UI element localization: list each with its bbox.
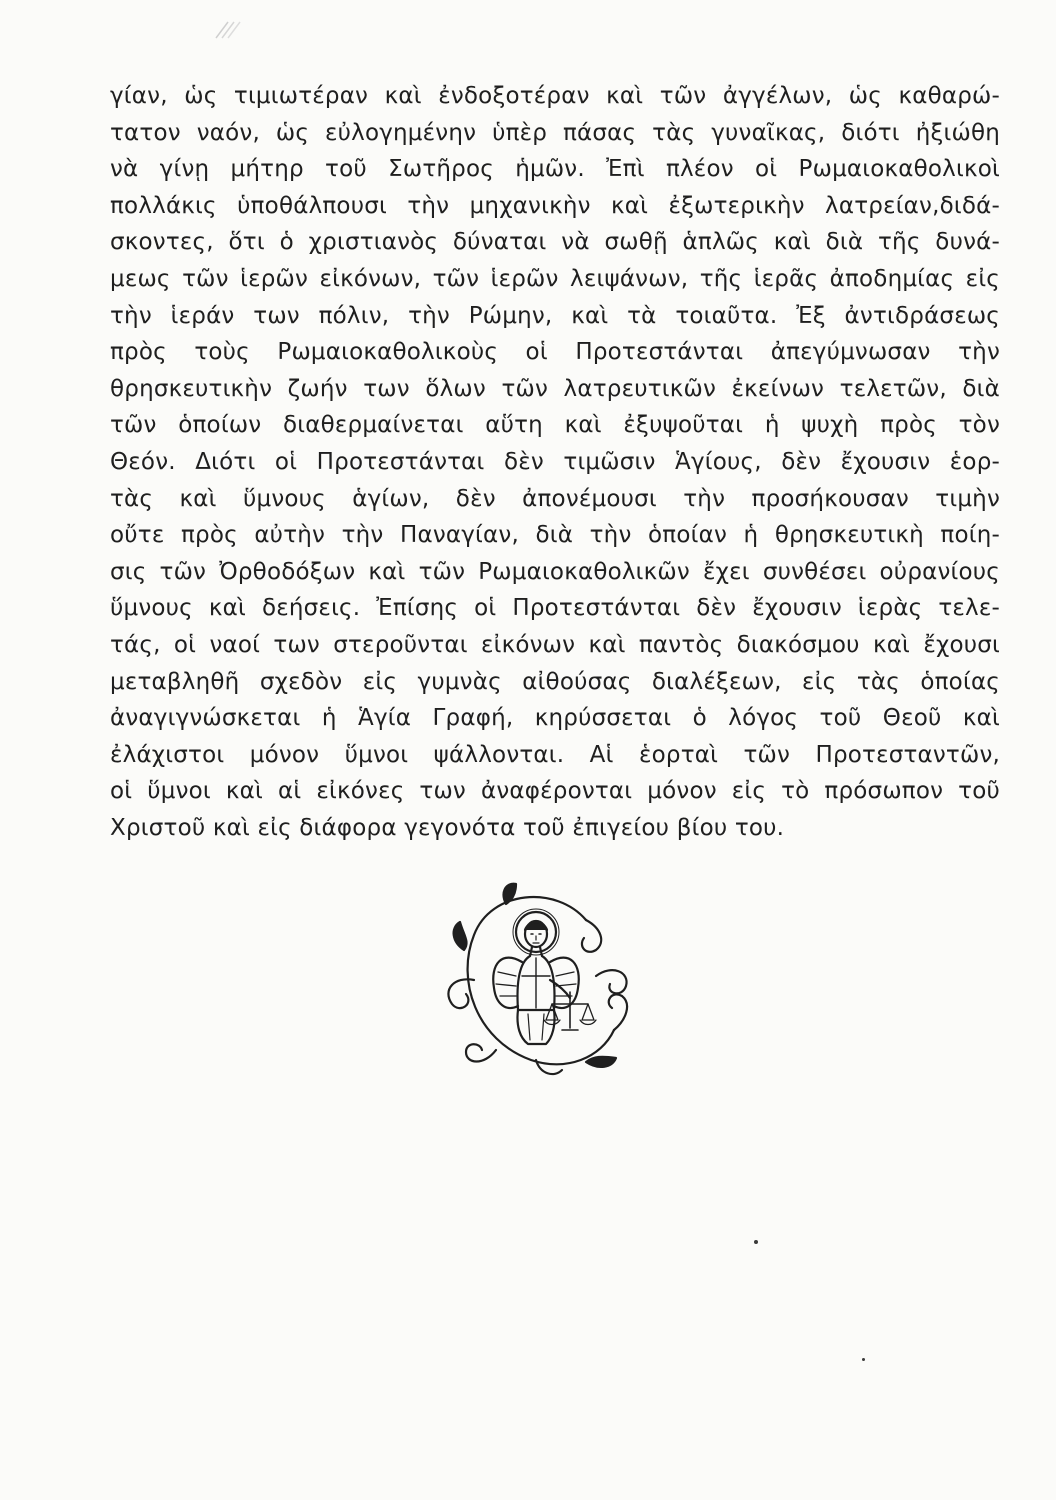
text-line: τῶν ὁποίων διαθερμαίνεται αὕτη καὶ ἐξυψοῦται ἡ ψυχὴ πρὸς τὸν bbox=[110, 412, 1000, 439]
text-line: ὕμνους καὶ δεήσεις. Ἐπίσης οἱ Προτεστάνται δὲν ἔχουσιν ἱερὰς τελε- bbox=[110, 595, 1000, 622]
text-line: γίαν, ὡς τιμιωτέραν καὶ ἐνδοξοτέραν καὶ τῶν ἀγγέλων, ὡς καθαρώ- bbox=[110, 83, 1000, 109]
text-line: θρησκευτικὴν ζωήν των ὅλων τῶν λατρευτικῶν ἐκείνων τελετῶν, διὰ bbox=[110, 375, 1000, 402]
text-line: μεως τῶν ἱερῶν εἰκόνων, τῶν ἱερῶν λειψάνων, τῆς ἱερᾶς ἀποδημίας εἰς bbox=[110, 265, 1000, 292]
text-line: τατον ναόν, ὡς εὐλογημένην ὑπὲρ πάσας τὰς γυναῖκας, διότι ἠξιώθη bbox=[110, 119, 1000, 146]
text-line: ἐλάχιστοι μόνον ὕμνοι ψάλλονται. Αἱ ἑορταὶ τῶν Προτεσταντῶν, bbox=[110, 741, 1000, 768]
text-line: σις τῶν Ὀρθοδόξων καὶ τῶν Ρωμαιοκαθολικῶν ἔχει συνθέσει οὐρανίους bbox=[110, 558, 1000, 585]
text-line: πολλάκις ὑποθάλπουσι τὴν μηχανικὴν καὶ ἐξωτερικὴν λατρείαν,διδά- bbox=[110, 192, 1000, 219]
text-line: τὰς καὶ ὕμνους ἁγίων, δὲν ἀπονέμουσι τὴν προσήκουσαν τιμὴν bbox=[110, 485, 1000, 512]
text-line: οἱ ὕμνοι καὶ αἱ εἰκόνες των ἀναφέρονται μόνον εἰς τὸ πρόσωπον τοῦ bbox=[110, 778, 1000, 805]
speck bbox=[754, 1240, 758, 1244]
text-line: σκοντες, ὅτι ὁ χριστιανὸς δύναται νὰ σωθῇ ἁπλῶς καὶ διὰ τῆς δυνά- bbox=[110, 229, 1000, 256]
angel-with-scales-icon bbox=[436, 880, 636, 1080]
text-line: οὔτε πρὸς αὐτὴν τὴν Παναγίαν, διὰ τὴν ὁποίαν ἡ θρησκευτικὴ ποίη- bbox=[110, 522, 1000, 549]
text-line: Θεόν. Διότι οἱ Προτεστάνται δὲν τιμῶσιν Ἁγίους, δὲν ἔχουσιν ἑορ- bbox=[110, 448, 1000, 475]
text-line: τὴν ἱεράν των πόλιν, τὴν Ρώμην, καὶ τὰ τοιαῦτα. Ἐξ ἀντιδράσεως bbox=[110, 302, 1000, 329]
scan-mark-icon bbox=[214, 10, 254, 40]
text-line: Χριστοῦ καὶ εἰς διάφορα γεγονότα τοῦ ἐπιγείου βίου του. bbox=[110, 814, 785, 841]
text-line: πρὸς τοὺς Ρωμαιοκαθολικοὺς οἱ Προτεστάνται ἀπεγύμνωσαν τὴν bbox=[110, 339, 1000, 366]
text-line: ἀναγιγνώσκεται ἡ Ἁγία Γραφή, κηρύσσεται ὁ λόγος τοῦ Θεοῦ καὶ bbox=[110, 705, 1000, 732]
text-line: τάς, οἱ ναοί των στεροῦνται εἰκόνων καὶ παντὸς διακόσμου καὶ ἔχουσι bbox=[110, 631, 1000, 658]
text-line: μεταβληθῆ σχεδὸν εἰς γυμνὰς αἰθούσας διαλέξεων, εἰς τὰς ὁποίας bbox=[110, 668, 1000, 695]
speck bbox=[862, 1358, 865, 1361]
body-text bbox=[110, 78, 1000, 846]
text-line: νὰ γίνῃ μήτηρ τοῦ Σωτῆρος ἡμῶν. Ἐπὶ πλέον οἱ Ρωμαιοκαθολικοὶ bbox=[110, 156, 1000, 183]
